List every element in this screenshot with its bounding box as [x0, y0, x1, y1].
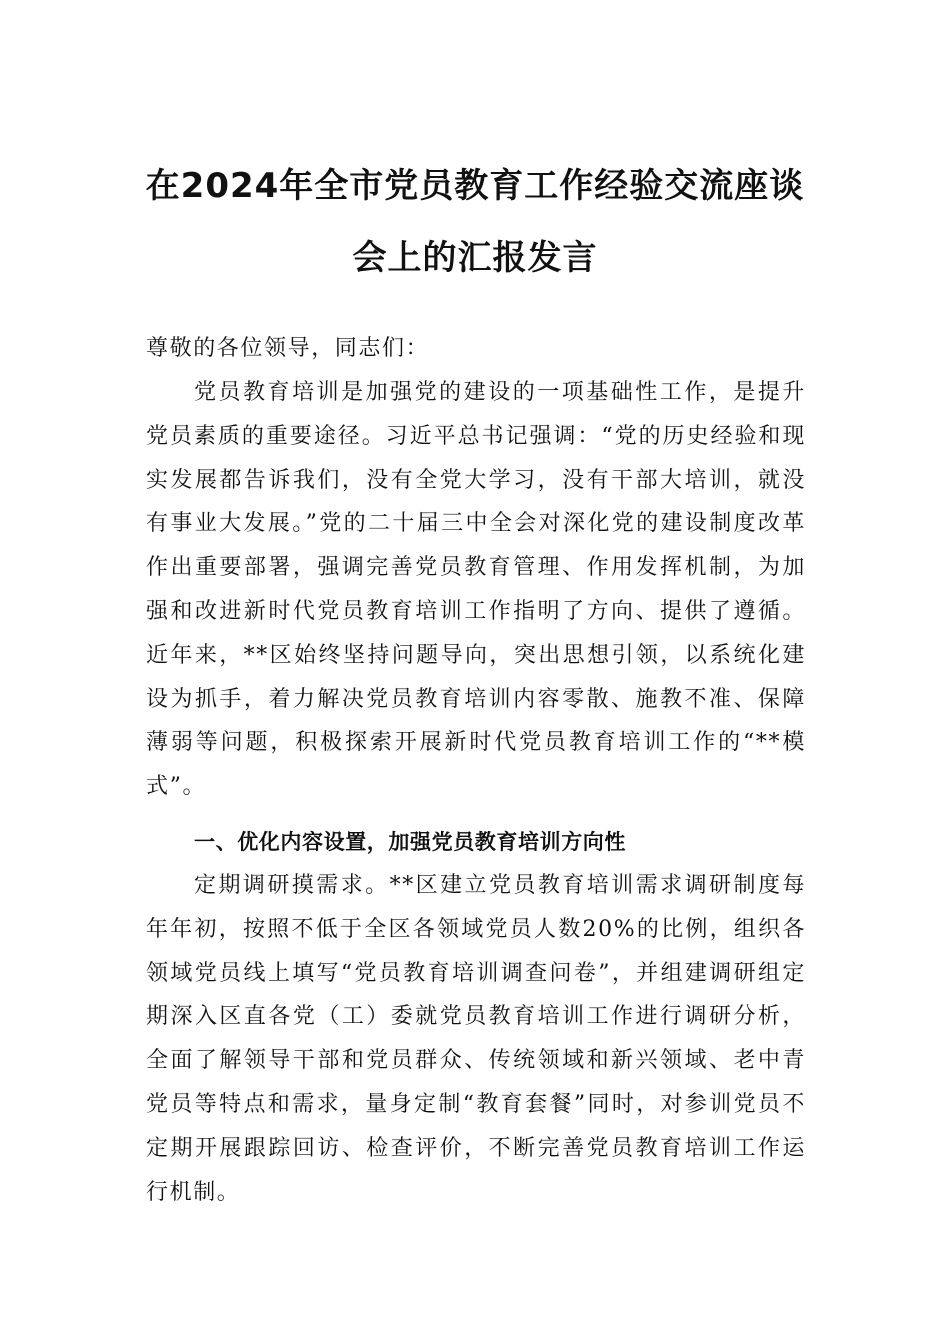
paragraph-intro: 党员教育培训是加强党的建设的一项基础性工作，是提升党员素质的重要途径。习近平总书记强调：“党的历史经验和现实发展都告诉我们，没有全党大学习，没有干部大培训，就没有事业大发展。”党的二十届三中全会对深化党的建设制度改革作出重要部署，强调完善党员教育管理、作用发挥机制，为加强和改进新时代党员教育培训工作指明了方向、提供了遵循。近年来，**区始终坚持问题导向，突出思想引领，以系统化建设为抓手，着力解决党员教育培训内容零散、施教不准、保障薄弱等问题，积极探索开展新时代党员教育培训工作的“**模式”。: [146, 380, 806, 800]
document-title-line-2: 会上的汇报发言: [352, 238, 598, 278]
document-title-line-1: 在2024年全市党员教育工作经验交流座谈: [145, 166, 805, 206]
paragraph-section-1: 定期调研摸需求。**区建立党员教育培训需求调研制度每年年初，按照不低于全区各领域党员人数20%的比例，组织各领域党员线上填写“党员教育培训调查问卷”，并组建调研组定期深入区直各党（工）委就党员教育培训工作进行调研分析，全面了解领导干部和党员群众、传统领域和新兴领域、老中青党员等特点和需求，量身定制“教育套餐”同时，对参训党员不定期开展跟踪回访、检查评价，不断完善党员教育培训工作运行机制。: [146, 873, 806, 1205]
salutation: 尊敬的各位领导，同志们：: [146, 336, 430, 361]
section-heading-1: 一、优化内容设置，加强党员教育培训方向性: [194, 830, 626, 854]
